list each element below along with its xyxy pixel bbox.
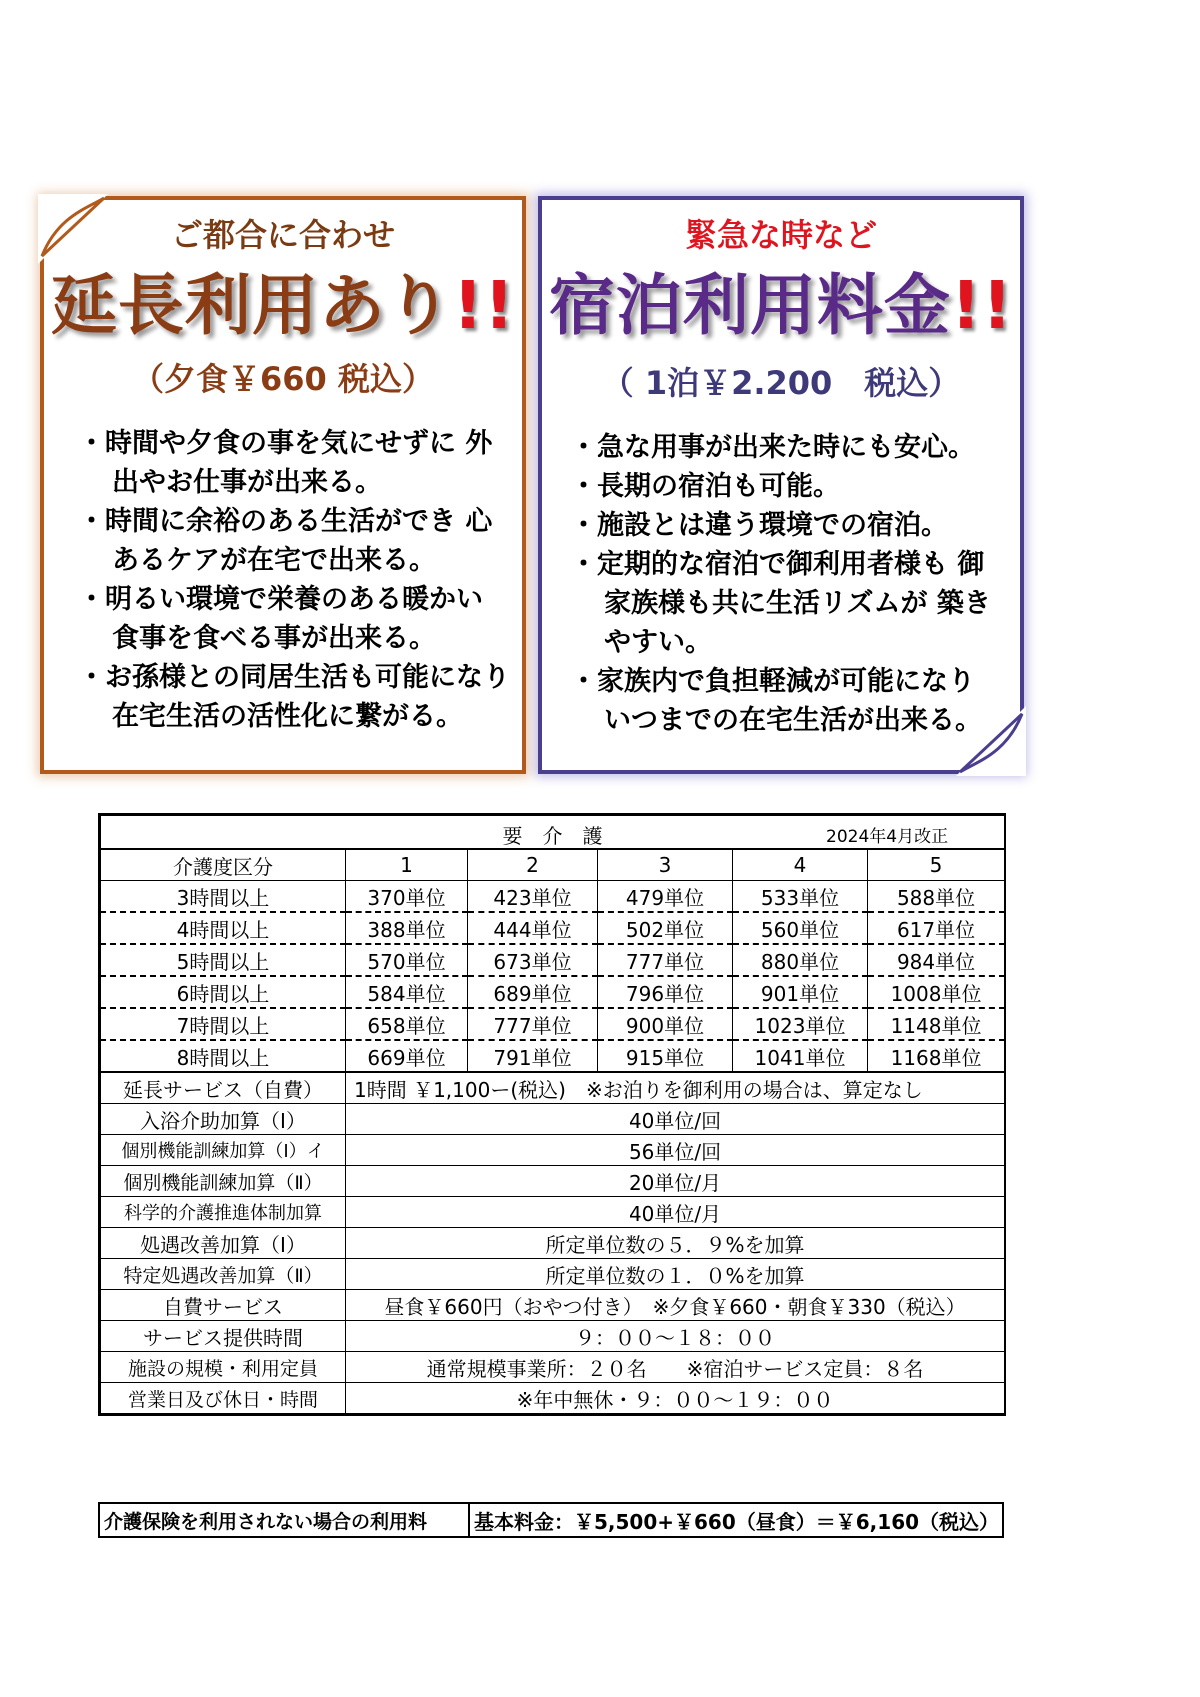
table-row xyxy=(101,1166,1005,1197)
cell: 689単位 xyxy=(468,976,598,1008)
cell: 423単位 xyxy=(468,881,598,913)
cell: ９：００～１８：００ xyxy=(346,1321,1005,1352)
no-insurance-fee-table xyxy=(98,1502,1002,1538)
cell: 777単位 xyxy=(468,1008,598,1040)
table-row xyxy=(101,1228,1005,1259)
cell: 658単位 xyxy=(346,1008,468,1040)
care-rate-table xyxy=(98,813,1006,1416)
cell: 570単位 xyxy=(346,944,468,976)
overnight-benefits-list xyxy=(570,428,1010,740)
list-item: ・長期の宿泊も可能。 xyxy=(570,471,840,502)
row-label: 5時間以上 xyxy=(101,944,346,976)
cell: 502単位 xyxy=(598,912,733,944)
table-title: 要 介 護 xyxy=(502,824,603,848)
level-header: 3 xyxy=(598,849,733,881)
cell: 1148単位 xyxy=(868,1008,1005,1040)
table-row xyxy=(101,944,1005,976)
row-label: 施設の規模・利用定員 xyxy=(101,1352,346,1383)
cell: 昼食￥660円（おやつ付き） ※夕食￥660・朝食￥330（税込） xyxy=(346,1290,1005,1321)
page-curl-icon xyxy=(956,706,1026,776)
table-header-row xyxy=(101,849,1005,881)
cell: 560単位 xyxy=(733,912,868,944)
cell: 所定単位数の１．０%を加算 xyxy=(346,1259,1005,1290)
table-row xyxy=(101,1383,1005,1414)
cell: 533単位 xyxy=(733,881,868,913)
cell: ※年中無休・９：００～１９：００ xyxy=(346,1383,1005,1414)
cell: 479単位 xyxy=(598,881,733,913)
cell: 所定単位数の５．９%を加算 xyxy=(346,1228,1005,1259)
cell: 444単位 xyxy=(468,912,598,944)
table-row xyxy=(101,1135,1005,1166)
table-row xyxy=(99,1503,1003,1537)
cell: 900単位 xyxy=(598,1008,733,1040)
cell: 通常規模事業所：２０名 ※宿泊サービス定員：８名 xyxy=(346,1352,1005,1383)
cell: 880単位 xyxy=(733,944,868,976)
cell: 669単位 xyxy=(346,1040,468,1072)
table-row xyxy=(101,1352,1005,1383)
overnight-price: （ 1泊￥2.200 税込） xyxy=(601,364,961,402)
row-label: 個別機能訓練加算（Ⅱ） xyxy=(101,1166,346,1197)
table-row xyxy=(101,1008,1005,1040)
extension-benefits-list xyxy=(78,424,518,736)
row-label: 特定処遇改善加算（Ⅱ） xyxy=(101,1259,346,1290)
table-row xyxy=(101,912,1005,944)
cell: 617単位 xyxy=(868,912,1005,944)
extension-card xyxy=(40,196,526,774)
level-header: 2 xyxy=(468,849,598,881)
overnight-headline: 宿泊利用料金!! xyxy=(548,267,1014,344)
cell: 1023単位 xyxy=(733,1008,868,1040)
cell: 791単位 xyxy=(468,1040,598,1072)
list-item: ・施設とは違う環境での宿泊。 xyxy=(570,510,948,541)
cell: 370単位 xyxy=(346,881,468,913)
cell: 388単位 xyxy=(346,912,468,944)
level-header: 5 xyxy=(868,849,1005,881)
table-row xyxy=(101,1197,1005,1228)
table-row xyxy=(101,1040,1005,1072)
cell: 1041単位 xyxy=(733,1040,868,1072)
level-header: 4 xyxy=(733,849,868,881)
revision-date: 2024年4月改正 xyxy=(826,827,949,847)
no-insurance-value: 基本料金：￥5,500+￥660（昼食）＝￥6,160（税込） xyxy=(469,1503,1003,1537)
row-label: 処遇改善加算（Ⅰ） xyxy=(101,1228,346,1259)
row-label: 7時間以上 xyxy=(101,1008,346,1040)
cell: 1168単位 xyxy=(868,1040,1005,1072)
row-label: 科学的介護推進体制加算 xyxy=(101,1197,346,1228)
list-item: ・時間に余裕のある生活ができ 心あるケアが在宅で出来る。 xyxy=(78,506,493,576)
row-label: 延長サービス（自費） xyxy=(101,1072,346,1104)
overnight-card xyxy=(538,196,1024,774)
extension-subtitle: ご都合に合わせ xyxy=(170,216,395,254)
cell: 673単位 xyxy=(468,944,598,976)
list-item: ・定期的な宿泊で御利用者様も 御家族様も共に生活リズムが 築きやすい。 xyxy=(570,549,991,658)
row-label: 4時間以上 xyxy=(101,912,346,944)
list-item: ・明るい環境で栄養のある暖かい 食事を食べる事が出来る。 xyxy=(78,584,483,654)
cell: 40単位/回 xyxy=(346,1104,1005,1135)
page-curl-icon xyxy=(38,194,108,264)
extension-headline: 延長利用あり!! xyxy=(50,267,516,344)
list-item: ・お孫様との同居生活も可能になり 在宅生活の活性化に繋がる。 xyxy=(78,662,510,732)
table-row xyxy=(101,1290,1005,1321)
row-label: 3時間以上 xyxy=(101,881,346,913)
level-header: 1 xyxy=(346,849,468,881)
row-label: 個別機能訓練加算（Ⅰ）イ xyxy=(101,1135,346,1166)
cell: 984単位 xyxy=(868,944,1005,976)
cell: 777単位 xyxy=(598,944,733,976)
row-label: 入浴介助加算（Ⅰ） xyxy=(101,1104,346,1135)
cell: 796単位 xyxy=(598,976,733,1008)
cell: 901単位 xyxy=(733,976,868,1008)
cell: 40単位/月 xyxy=(346,1197,1005,1228)
table-row xyxy=(101,881,1005,913)
row-label: 営業日及び休日・時間 xyxy=(101,1383,346,1414)
list-item: ・家族内で負担軽減が可能になり いつまでの在宅生活が出来る。 xyxy=(570,666,982,736)
cell: 915単位 xyxy=(598,1040,733,1072)
row-label: 8時間以上 xyxy=(101,1040,346,1072)
row-label: 自費サービス xyxy=(101,1290,346,1321)
overnight-subtitle: 緊急な時など xyxy=(684,216,877,254)
cell: 588単位 xyxy=(868,881,1005,913)
no-insurance-label: 介護保険を利用されない場合の利用料 xyxy=(99,1503,469,1537)
cell: 584単位 xyxy=(346,976,468,1008)
table-row xyxy=(101,1321,1005,1352)
cell: 20単位/月 xyxy=(346,1166,1005,1197)
table-row xyxy=(101,976,1005,1008)
row-label: サービス提供時間 xyxy=(101,1321,346,1352)
table-row xyxy=(101,1104,1005,1135)
table-row xyxy=(101,1072,1005,1104)
list-item: ・時間や夕食の事を気にせずに 外出やお仕事が出来る。 xyxy=(78,428,493,498)
cell: 56単位/回 xyxy=(346,1135,1005,1166)
header-label: 介護度区分 xyxy=(101,849,346,881)
list-item: ・急な用事が出来た時にも安心。 xyxy=(570,432,975,463)
row-label: 6時間以上 xyxy=(101,976,346,1008)
table-title-row xyxy=(101,816,1005,850)
table-row xyxy=(101,1259,1005,1290)
cell: 1008単位 xyxy=(868,976,1005,1008)
cell: 1時間 ￥1,100ー(税込) ※お泊りを御利用の場合は、算定なし xyxy=(346,1072,1005,1104)
extension-price: （夕食￥660 税込） xyxy=(132,360,434,398)
